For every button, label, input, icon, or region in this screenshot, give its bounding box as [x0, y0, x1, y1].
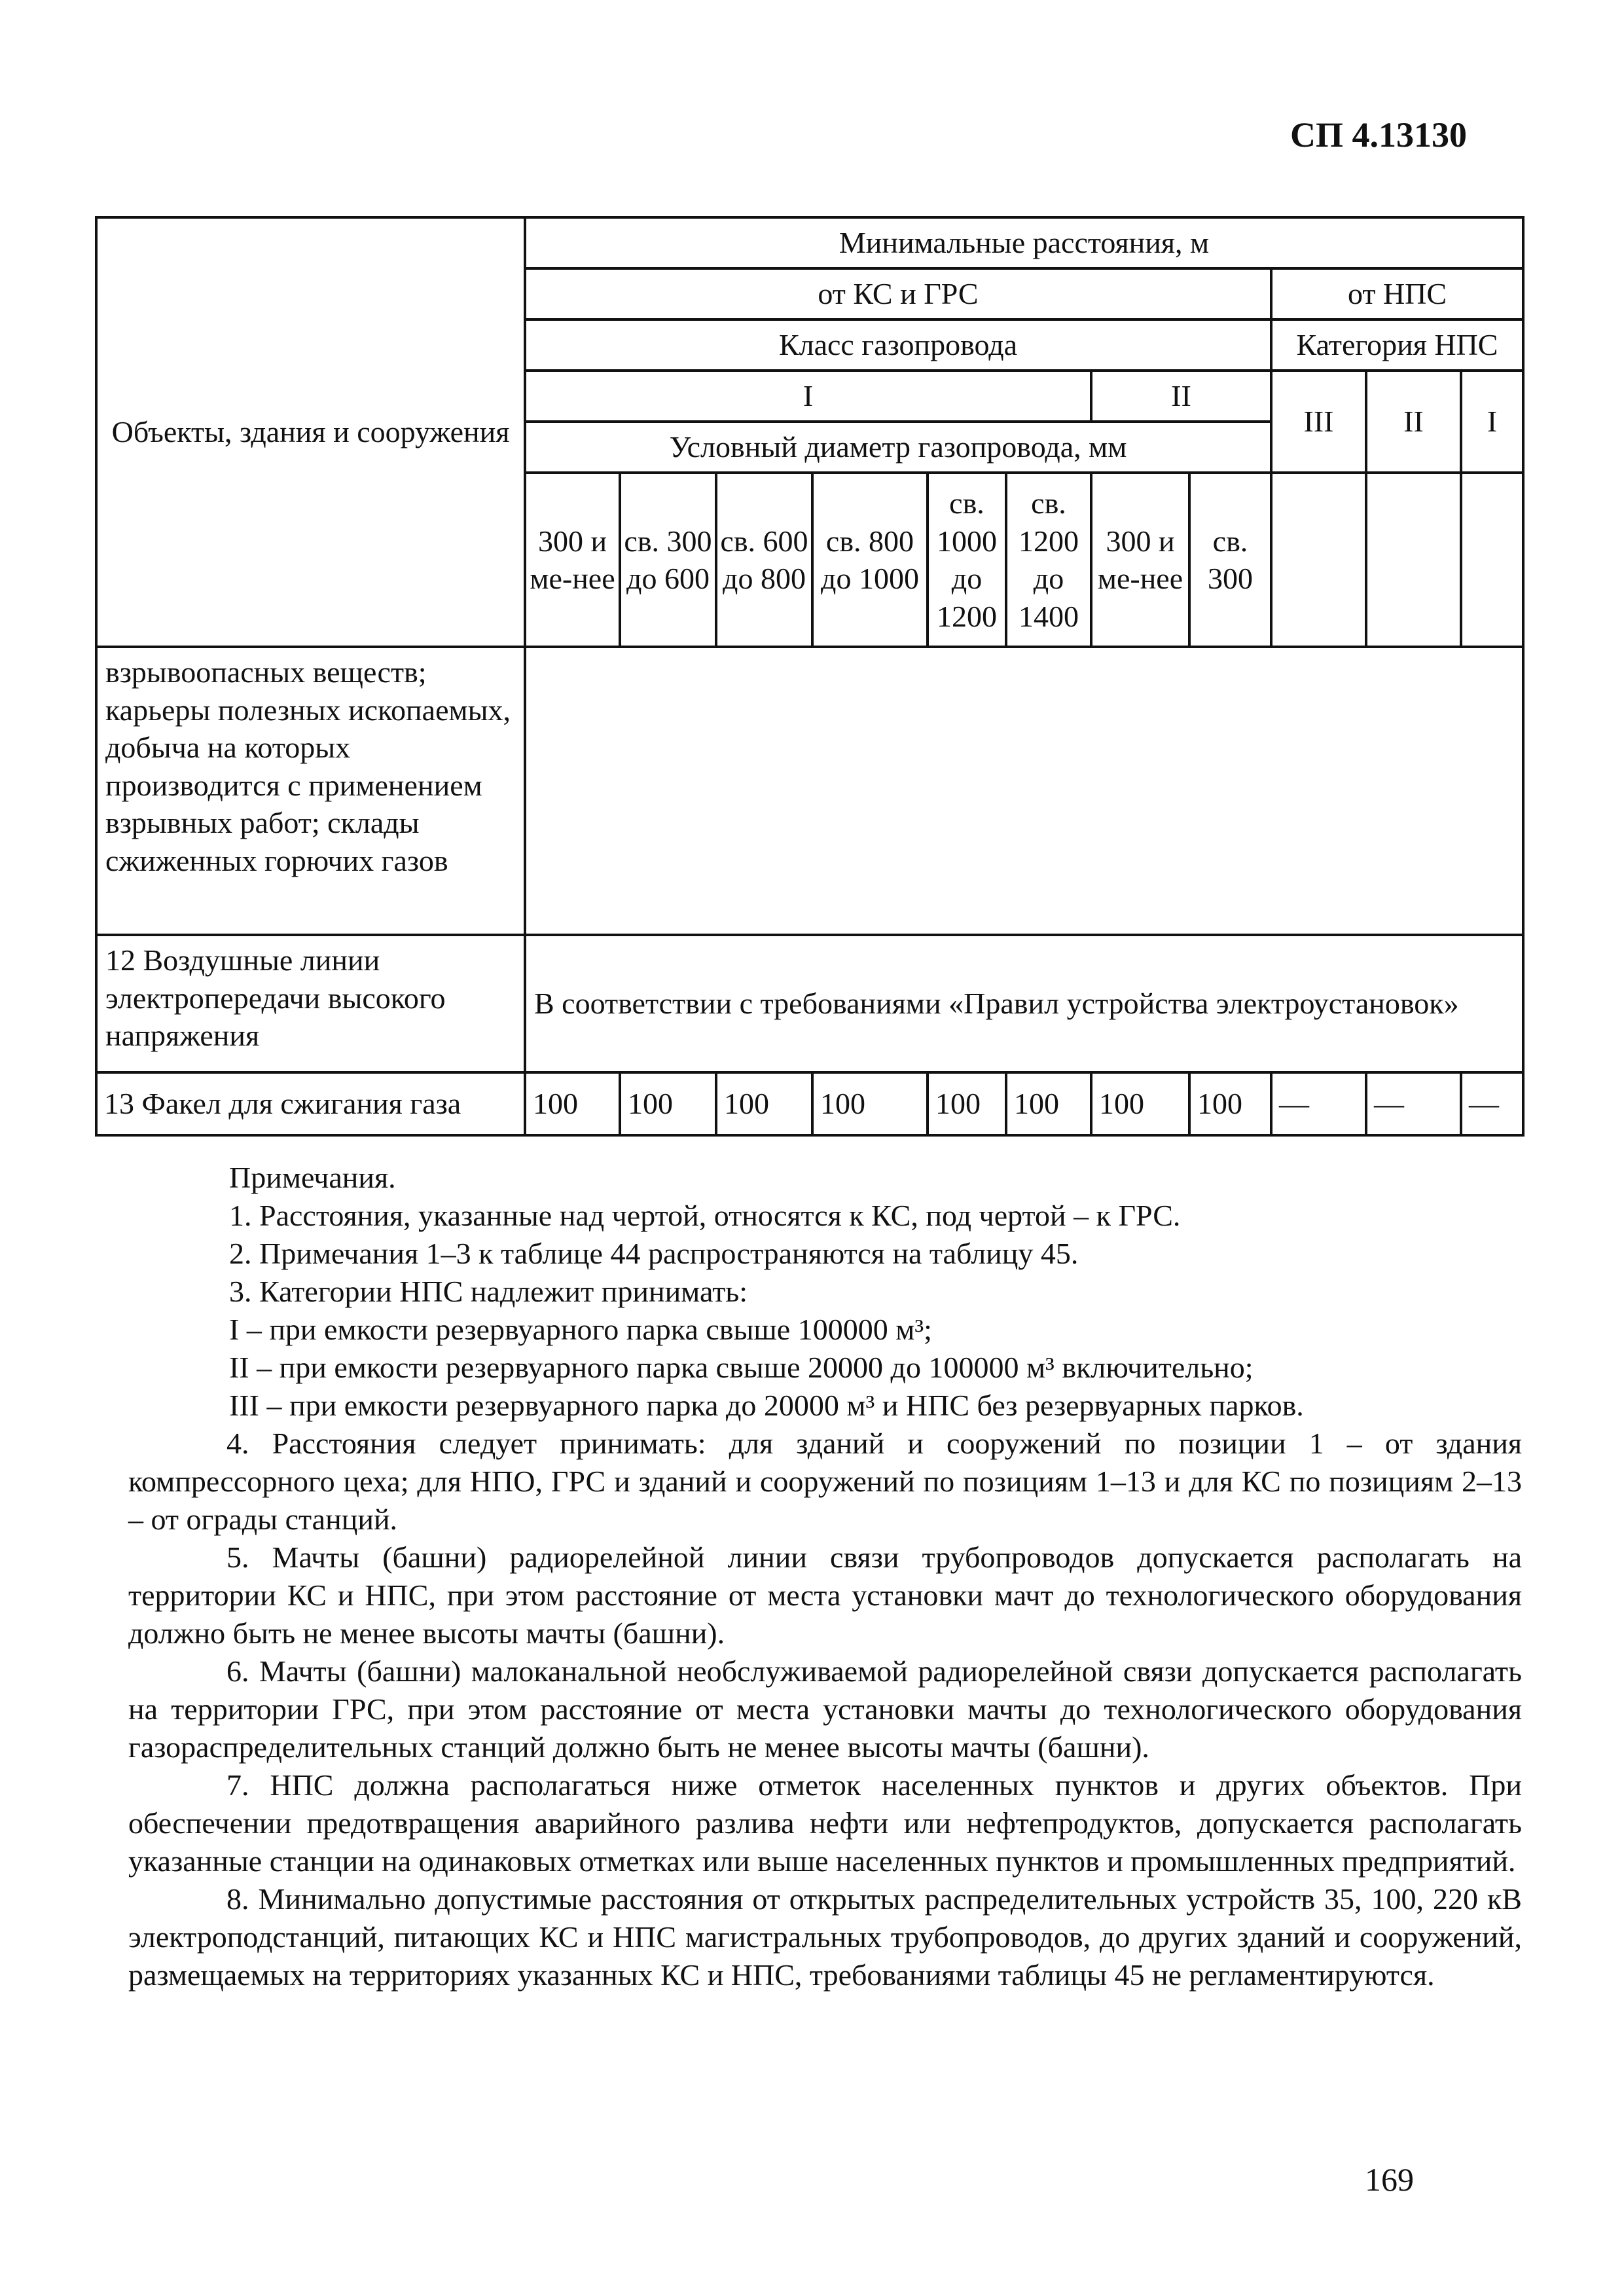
- note-8: 8. Минимально допустимые расстояния от открытых распределительных устройств 35, 100, 220 кВ электроподстанций, питающих КС и НПС магистральных трубопроводов, до других зданий и сооружений, размещаемых на территориях указанных КС и НПС, требованиями таблицы 45 не регламентируются.: [128, 1882, 1522, 1992]
- value-cell: 100: [1006, 1072, 1091, 1135]
- diameter-col: св. 1000 до 1200: [928, 473, 1006, 647]
- table-row: [96, 647, 1523, 935]
- diameter-col: св. 300: [1189, 473, 1271, 647]
- category-ii-header: II: [1366, 371, 1461, 473]
- diameter-col: св. 800 до 1000: [812, 473, 928, 647]
- class-ii-header: II: [1091, 371, 1271, 422]
- category-iii-header: III: [1271, 371, 1366, 473]
- value-cell: 100: [812, 1072, 928, 1135]
- diameter-col: св. 600 до 800: [716, 473, 812, 647]
- min-distance-header: Минимальные расстояния, м: [525, 217, 1523, 268]
- distance-table: [95, 216, 1525, 1137]
- note-5: 5. Мачты (башни) радиорелейной линии связи трубопроводов допускается располагать на территории КС и НПС, при этом расстояние от места установки мачт до технологического оборудования должно быть не менее высоты мачты (башни).: [128, 1540, 1522, 1650]
- note-2: 2. Примечания 1–3 к таблице 44 распространяются на таблицу 45.: [229, 1237, 1079, 1270]
- category-i-header: I: [1461, 371, 1523, 473]
- class-i-header: I: [525, 371, 1091, 422]
- note-6: 6. Мачты (башни) малоканальной необслуживаемой радиорелейной связи допускается располагать на территории ГРС, при этом расстояние от места установки мачты до технологического оборудования газораспределительных станций должно быть не менее высоты мачты (башни).: [128, 1654, 1522, 1764]
- value-cell: —: [1271, 1072, 1366, 1135]
- value-cell: 100: [1189, 1072, 1271, 1135]
- value-cell: 100: [1091, 1072, 1189, 1135]
- object-cell: 13 Факел для сжигания газа: [96, 1072, 525, 1135]
- diameter-col: 300 и ме-нее: [525, 473, 620, 647]
- nps-category-header: Категория НПС: [1271, 319, 1523, 371]
- diameter-col: св. 300 до 600: [620, 473, 716, 647]
- value-cell: 100: [525, 1072, 620, 1135]
- nominal-diameter-header: Условный диаметр газопровода, мм: [525, 422, 1271, 473]
- document-code: СП 4.13130: [1290, 115, 1467, 155]
- note-3: 3. Категории НПС надлежит принимать:: [229, 1275, 748, 1308]
- note-3c: III – при емкости резервуарного парка до 20000 м³ и НПС без резервуарных парков.: [229, 1389, 1304, 1422]
- notes: [128, 1159, 1522, 1994]
- value-cell: 100: [620, 1072, 716, 1135]
- table-row: [96, 935, 1523, 1072]
- note-7: 7. НПС должна располагаться ниже отметок населенных пунктов и других объектов. При обеспечении предотвращения аварийного разлива нефти или нефтепродуктов, допускается располагать указанные станции на одинаковых отметках или выше населенных пунктов и промышленных предприятий.: [128, 1768, 1522, 1878]
- diameter-col: св. 1200 до 1400: [1006, 473, 1091, 647]
- from-ks-grs-header: от КС и ГРС: [525, 268, 1271, 319]
- value-cell: —: [1461, 1072, 1523, 1135]
- page-number: 169: [1365, 2161, 1414, 2198]
- from-nps-header: от НПС: [1271, 268, 1523, 319]
- value-cell: 100: [716, 1072, 812, 1135]
- merged-cell: В соответствии с требованиями «Правил устройства электроустановок»: [525, 935, 1523, 1072]
- diameter-col: 300 и ме-нее: [1091, 473, 1189, 647]
- value-cell: 100: [928, 1072, 1006, 1135]
- table-row: [96, 1072, 1523, 1135]
- object-cell: 12 Воздушные линии электропередачи высокого напряжения: [96, 935, 525, 1072]
- merged-cell: [525, 647, 1523, 935]
- object-header: Объекты, здания и сооружения: [96, 217, 525, 647]
- value-cell: —: [1366, 1072, 1461, 1135]
- note-3a: I – при емкости резервуарного парка свыше 100000 м³;: [229, 1313, 932, 1346]
- note-1: 1. Расстояния, указанные над чертой, относятся к КС, под чертой – к ГРС.: [229, 1199, 1181, 1232]
- note-3b: II – при емкости резервуарного парка свыше 20000 до 100000 м³ включительно;: [229, 1351, 1254, 1384]
- object-cell: взрывоопасных веществ; карьеры полезных ископаемых, добыча на которых производится с применением взрывных работ; склады сжиженных горючих газов: [96, 647, 525, 935]
- pipeline-class-header: Класс газопровода: [525, 319, 1271, 371]
- note-4: 4. Расстояния следует принимать: для зданий и сооружений по позиции 1 – от здания компрессорного цеха; для НПО, ГРС и зданий и сооружений по позициям 1–13 и для КС по позициям 2–13 – от ограды станций.: [128, 1427, 1522, 1536]
- notes-title: Примечания.: [229, 1161, 396, 1194]
